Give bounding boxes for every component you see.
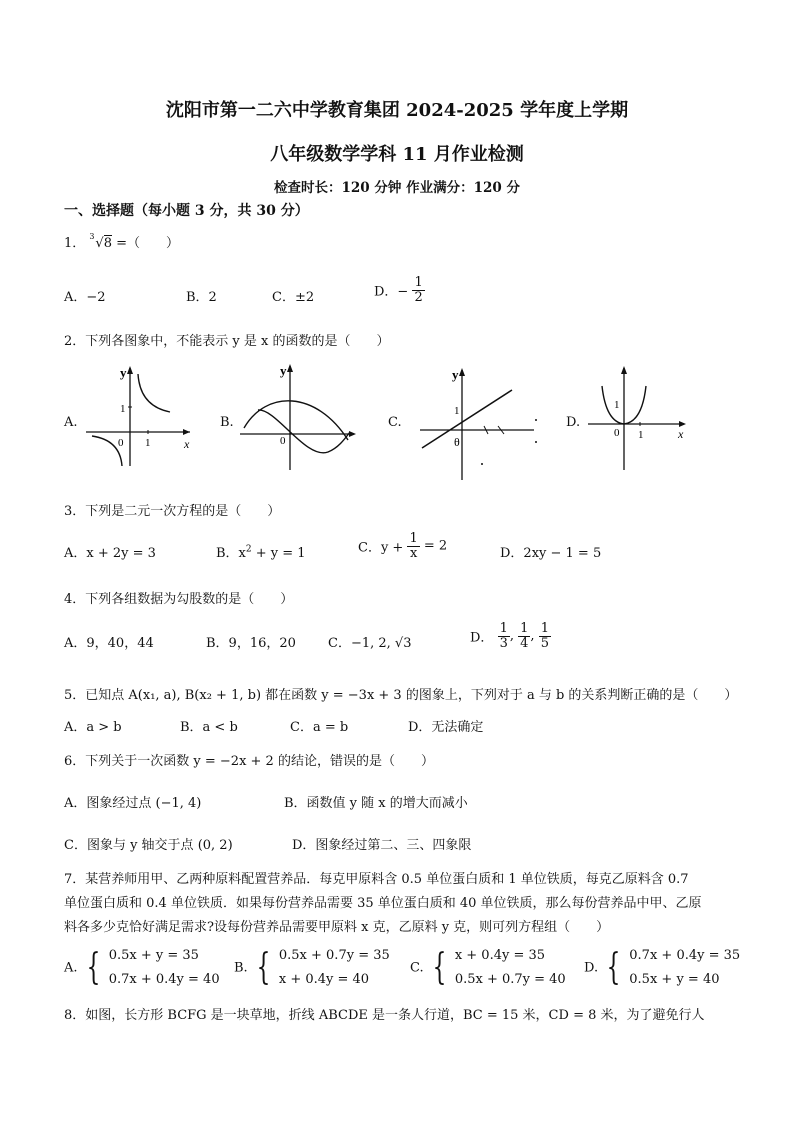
q4-option-c[interactable]: C．−1, 2, √3 — [328, 636, 412, 651]
fraction — [407, 532, 419, 560]
q5-option-b[interactable]: B．a < b — [180, 720, 238, 735]
q4-option-d[interactable]: D． $\frac{1}{3}$ , $\frac{1}{4}$ , $\frac{1}{5}$ — [470, 621, 549, 651]
q1-option-c[interactable]: C．±2 — [272, 290, 315, 305]
q1-option-d[interactable] — [374, 276, 425, 304]
radicand: 8 — [103, 236, 112, 251]
q6-option-d[interactable]: D．图象经过第二、三、四象限 — [292, 838, 472, 853]
q7-option-d[interactable] — [584, 944, 740, 992]
equation: 0.5x + y = 35 — [108, 948, 199, 963]
axis-y-label: y — [452, 367, 459, 382]
question-3: 3．下列是二元一次方程的是（ ） — [64, 504, 281, 519]
equation: 0.7x + 0.4y = 35 — [629, 948, 741, 963]
numerator: 1 — [409, 531, 418, 546]
q7-option-b[interactable] — [234, 944, 390, 992]
q6-option-b[interactable]: B．函数值 y 随 x 的增大而减小 — [284, 796, 468, 811]
equation: 0.5x + 0.7y = 40 — [454, 972, 566, 987]
fraction — [539, 622, 551, 650]
question-4: 4．下列各组数据为勾股数的是（ ） — [64, 592, 294, 607]
question-7-line-2: 单位蛋白质和 0.4 单位铁质．如果每份营养品需要 35 单位蛋白质和 40 单位铁质，那么每份营养品中甲、乙原 — [64, 896, 702, 911]
page-subtitle: 八年级数学学科 11 月作业检测 — [270, 144, 524, 165]
q2-option-c[interactable]: C. — [388, 415, 402, 430]
denominator: 2 — [414, 289, 423, 305]
question-number: 1． — [64, 236, 86, 251]
q2-option-a[interactable]: A. — [64, 415, 78, 430]
denominator: x — [409, 545, 418, 561]
cube-root: 3 √8 — [89, 232, 112, 251]
denominator: 4 — [520, 635, 529, 651]
q4-option-b[interactable]: B．9，16，20 — [206, 636, 296, 651]
brace: { — [606, 947, 621, 988]
fraction — [518, 622, 530, 650]
brace: { — [86, 947, 100, 988]
axis-y-label: y — [120, 365, 127, 380]
question-7-line-1: 7．某营养师用甲、乙两种原料配置营养品．每克甲原料含 0.5 单位蛋白质和 1 单位铁质，每克乙原料含 0.7 — [64, 872, 689, 887]
fraction — [412, 276, 424, 304]
q5-option-c[interactable]: C．a = b — [290, 720, 349, 735]
root-index: 3 — [89, 232, 95, 241]
q3-option-a[interactable]: A．x + 2y = 3 — [64, 546, 156, 561]
q6-option-a[interactable]: A．图象经过点 (−1, 4) — [64, 796, 202, 811]
q1-option-b[interactable]: B．2 — [186, 290, 217, 305]
equation: x + 0.4y = 35 — [454, 948, 546, 963]
numerator: 1 — [520, 621, 529, 636]
equation-system — [455, 944, 566, 992]
tick-one-label: 1 — [454, 405, 460, 417]
q4-option-a[interactable]: A．9，40，44 — [64, 636, 154, 651]
equation: 0.5x + 0.7y = 35 — [278, 948, 390, 963]
q2-option-d[interactable]: D. — [566, 415, 581, 430]
q3-option-b[interactable] — [216, 542, 306, 561]
question-tail: =（ ） — [116, 236, 180, 251]
q3-option-c[interactable] — [358, 532, 447, 560]
q5-option-a[interactable]: A．a > b — [64, 720, 122, 735]
section-heading: 一、选择题（每小题 3 分，共 30 分） — [64, 203, 309, 219]
option-text: = 2 — [423, 538, 448, 554]
option-label: B. — [234, 960, 248, 976]
question-5: 5．已知点 A(x₁, a), B(x₂ + 1, b) 都在函数 y = −3x + 3 的图象上，下列对于 a 与 b 的关系判断正确的是（ ） — [64, 688, 738, 703]
origin-label: 0 — [280, 435, 286, 447]
question-2: 2．下列各图象中，不能表示 y 是 x 的函数的是（ ） — [64, 334, 390, 349]
q5-option-d[interactable]: D．无法确定 — [408, 720, 484, 735]
q1-option-a[interactable]: A．−2 — [64, 290, 106, 305]
option-text: C．y + — [358, 540, 404, 556]
q7-option-a[interactable] — [64, 944, 220, 992]
axis-y-label: y — [280, 363, 287, 378]
fraction — [498, 622, 510, 650]
brace: { — [256, 947, 271, 988]
origin-label: 0 — [118, 437, 124, 449]
equation-system — [629, 944, 740, 992]
question-6: 6．下列关于一次函数 y = −2x + 2 的结论，错误的是（ ） — [64, 754, 434, 769]
graph-b — [236, 360, 360, 474]
graph-a — [82, 362, 194, 472]
exam-meta: 检查时长：120 分钟 作业满分：120 分 — [274, 180, 520, 196]
q3-option-d[interactable]: D．2xy − 1 = 5 — [500, 546, 602, 561]
q2-option-b[interactable]: B. — [220, 415, 234, 430]
numerator: 1 — [499, 621, 508, 636]
numerator: 1 — [414, 275, 423, 290]
origin-label: 0 — [614, 427, 620, 439]
tick-one-label: 1 — [145, 437, 151, 449]
question-8: 8．如图，长方形 BCFG 是一块草地，折线 ABCDE 是一条人行道，BC = 15 米，CD = 8 米，为了避免行人 — [64, 1008, 705, 1023]
tick-one-label: 1 — [120, 403, 126, 415]
option-label: C. — [410, 960, 424, 976]
graph-c — [412, 364, 544, 484]
axis-x-label: x — [678, 427, 684, 441]
option-label: D. — [584, 960, 599, 976]
q6-option-c[interactable]: C．图象与 y 轴交于点 (0, 2) — [64, 838, 233, 853]
exponent: 2 — [245, 544, 252, 555]
page-title: 沈阳市第一二六中学教育集团 2024-2025 学年度上学期 — [165, 100, 629, 121]
equation-system — [109, 944, 220, 992]
denominator: 3 — [499, 635, 508, 651]
equation-system — [279, 944, 390, 992]
graph-d — [584, 362, 696, 474]
equation: x + 0.4y = 40 — [278, 972, 370, 987]
equation: 0.7x + 0.4y = 40 — [108, 972, 220, 987]
tick-one-label: 1 — [614, 399, 620, 411]
option-label: A. — [64, 960, 78, 976]
tick-one-label: 1 — [638, 429, 644, 441]
q1-option-d-label: D．− — [374, 284, 409, 300]
denominator: 5 — [540, 635, 549, 651]
equation: 0.5x + y = 40 — [629, 972, 720, 987]
brace: { — [432, 947, 447, 988]
question-1 — [64, 232, 179, 251]
option-label: D． — [470, 630, 494, 646]
option-text: + y = 1 — [251, 546, 306, 561]
question-7-line-3: 料各多少克恰好满足需求?设每份营养品需要甲原料 x 克，乙原料 y 克，则可列方程组（ ） — [64, 920, 610, 935]
option-text: B．x — [216, 546, 246, 561]
origin-label: θ — [454, 435, 460, 449]
axis-x-label: x — [184, 437, 190, 451]
numerator: 1 — [540, 621, 549, 636]
q7-option-c[interactable] — [410, 944, 566, 992]
